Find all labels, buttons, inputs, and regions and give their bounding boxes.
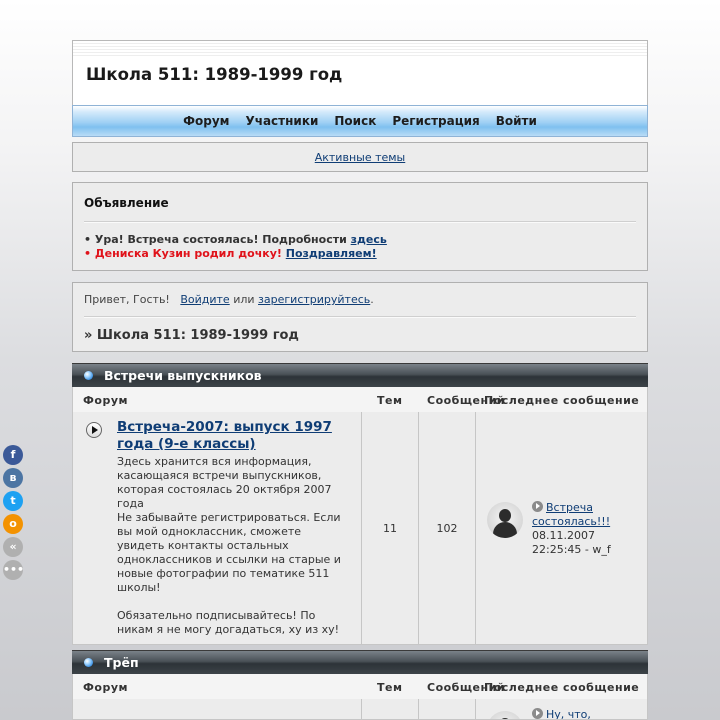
greeting-text: Привет, Гость! bbox=[84, 293, 170, 306]
column-headers bbox=[72, 387, 648, 413]
nav-members[interactable]: Участники bbox=[245, 114, 319, 128]
nav-forum[interactable]: Форум bbox=[183, 114, 230, 128]
post-count: 102 bbox=[436, 522, 458, 535]
site-title: Школа 511: 1989-1999 год bbox=[86, 65, 343, 84]
site-header bbox=[72, 40, 648, 106]
welcome-panel bbox=[72, 282, 648, 352]
col-posts: Сообщений bbox=[427, 394, 506, 407]
col-posts: Сообщений bbox=[427, 681, 506, 694]
nav-search[interactable]: Поиск bbox=[334, 114, 377, 128]
divider bbox=[84, 316, 636, 318]
category-title: Трёп bbox=[104, 655, 139, 670]
col-topics: Тем bbox=[377, 394, 403, 407]
main-navigation bbox=[72, 105, 648, 137]
congrats-link[interactable]: Поздравляем! bbox=[285, 247, 377, 260]
cell-divider bbox=[361, 699, 362, 719]
last-post-link[interactable]: Встреча состоялась!!! bbox=[532, 501, 611, 528]
column-headers bbox=[72, 674, 648, 700]
col-topics: Тем bbox=[377, 681, 403, 694]
col-forum: Форум bbox=[83, 681, 129, 694]
avatar-head bbox=[499, 509, 511, 522]
active-topics-link[interactable]: Активные темы bbox=[314, 151, 406, 164]
or-text: или bbox=[233, 293, 255, 306]
category-title: Встречи выпускников bbox=[104, 368, 262, 383]
user-avatar[interactable] bbox=[487, 502, 523, 538]
category-header[interactable] bbox=[72, 650, 648, 674]
goto-post-icon[interactable] bbox=[532, 708, 543, 719]
announcement-line-2 bbox=[84, 247, 636, 261]
category-header[interactable] bbox=[72, 363, 648, 387]
user-avatar[interactable] bbox=[487, 711, 523, 720]
announcement-line-1 bbox=[84, 233, 636, 247]
cell-divider bbox=[475, 699, 476, 719]
last-post-meta: 08.11.2007 22:25:45 - w_f bbox=[532, 529, 611, 556]
nav-login[interactable]: Войти bbox=[495, 114, 537, 128]
forum-description: Здесь хранится вся информация, касающаяся встречи выпускников, которая состоялась 20 октября 2007 года Не забывайте регистрироваться. Если вы мой одноклассник, сможете увидеть контакты остальных одноклассников и ссылки на старые и новые фотографии по тематике 511 школы! Обязательно подписывайтесь! По никам я не могу догадаться, ху из ху! bbox=[117, 455, 341, 636]
forum-row bbox=[72, 412, 648, 645]
last-post-link[interactable]: Ну, что, bbox=[546, 708, 591, 720]
announcement-text-2: • Дениска Кузин родил дочку! bbox=[84, 247, 286, 260]
nav-register[interactable]: Регистрация bbox=[392, 114, 480, 128]
forum-row bbox=[72, 699, 648, 720]
facebook-icon[interactable]: f bbox=[3, 445, 23, 465]
last-post bbox=[532, 708, 632, 720]
col-forum: Форум bbox=[83, 394, 129, 407]
cell-divider bbox=[475, 412, 476, 644]
breadcrumb: » Школа 511: 1989-1999 год bbox=[84, 328, 299, 343]
col-last-post: Последнее сообщение bbox=[484, 681, 640, 694]
col-last-post: Последнее сообщение bbox=[484, 394, 640, 407]
guest-greeting: Привет, Гость! Войдите или зарегистрируйтесь. bbox=[84, 293, 374, 306]
vkontakte-icon[interactable]: в bbox=[3, 468, 23, 488]
odnoklassniki-icon[interactable]: о bbox=[3, 514, 23, 534]
last-post bbox=[532, 501, 632, 557]
cell-divider bbox=[418, 699, 419, 719]
forum-title-link[interactable]: Встреча-2007: выпуск 1997 года (9-е классы) bbox=[117, 419, 332, 452]
divider bbox=[84, 221, 636, 223]
goto-post-icon[interactable] bbox=[532, 501, 543, 512]
announcement-text-1: • Ура! Встреча состоялась! Подробности bbox=[84, 233, 351, 246]
more-icon[interactable]: ••• bbox=[3, 560, 23, 580]
login-link[interactable]: Войдите bbox=[180, 293, 230, 306]
register-link[interactable]: зарегистрируйтесь bbox=[258, 293, 371, 306]
details-link[interactable]: здесь bbox=[350, 233, 387, 246]
collapse-icon[interactable]: « bbox=[3, 537, 23, 557]
category-bullet-icon bbox=[84, 371, 93, 380]
topic-count: 11 bbox=[383, 522, 397, 535]
avatar-body bbox=[493, 522, 517, 538]
share-bar bbox=[3, 445, 23, 583]
active-topics-bar bbox=[72, 142, 648, 172]
announcement-heading: Объявление bbox=[84, 196, 169, 210]
announcement-panel bbox=[72, 182, 648, 271]
forum-status-icon bbox=[86, 422, 102, 438]
category-bullet-icon bbox=[84, 658, 93, 667]
twitter-icon[interactable]: t bbox=[3, 491, 23, 511]
